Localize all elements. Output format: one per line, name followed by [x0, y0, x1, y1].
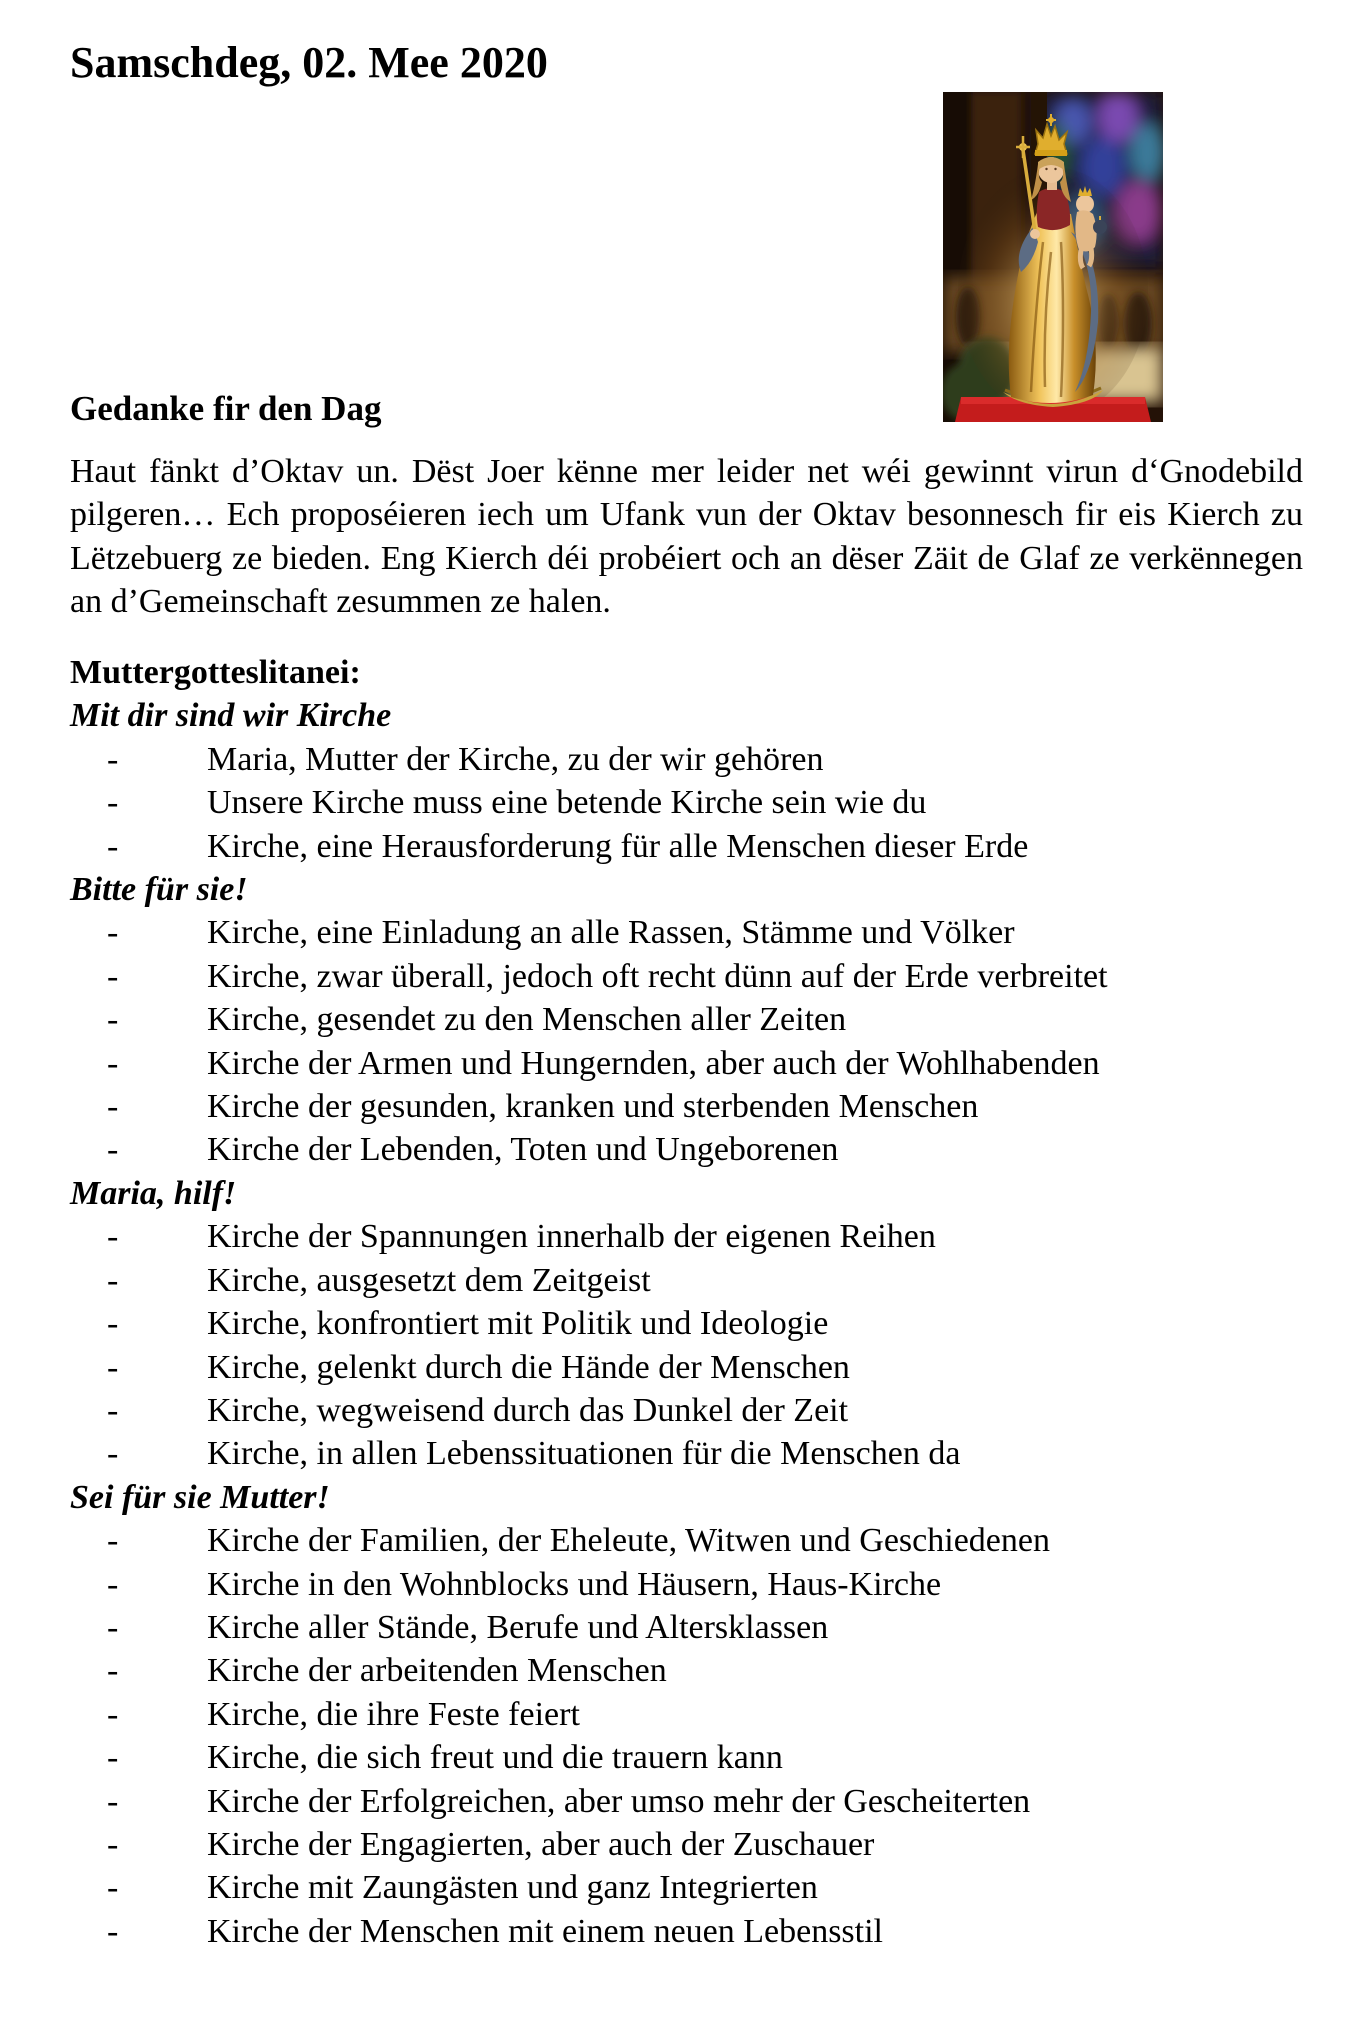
list-dash: -: [107, 1435, 119, 1473]
litany-item: [70, 1606, 1303, 1649]
litany-item-text: Kirche der Lebenden, Toten und Ungeborenen: [207, 1131, 839, 1169]
litany-item-text: Kirche, konfrontiert mit Politik und Ideologie: [207, 1305, 829, 1343]
litany-item: [70, 1910, 1303, 1953]
litany-section-header: Mit dir sind wir Kirche: [70, 697, 392, 735]
litany-item-text: Kirche, gelenkt durch die Hände der Menschen: [207, 1348, 850, 1386]
list-dash: -: [107, 1001, 119, 1039]
litany-item-text: Kirche der Spannungen innerhalb der eigenen Reihen: [207, 1218, 936, 1256]
thought-heading: Gedanke fir den Dag: [70, 389, 382, 428]
litany-item: [70, 781, 1303, 824]
litany-item: [70, 1693, 1303, 1736]
litany-item: [70, 1389, 1303, 1432]
litany-item: [70, 1432, 1303, 1475]
list-dash: -: [107, 1825, 119, 1863]
intro-paragraph: Haut fänkt d’Oktav un. Dëst Joer kënne mer leider net wéi gewinnt virun d‘Gnodebild pilgeren… Ech proposéieren iech um Ufank vun der Oktav besonnesch fir eis Kierch zu Lëtzebuerg ze bieden. Eng Kierch déi probéiert och an dëser Zäit de Glaf ze verkënnegen an d’Gemeinschaft zesummen ze halen.: [70, 453, 1303, 621]
litany-item-text: Kirche mit Zaungästen und ganz Integrierten: [207, 1869, 818, 1907]
list-dash: -: [107, 827, 119, 865]
madonna-statue-photo: [943, 92, 1163, 422]
list-dash: -: [107, 1608, 119, 1646]
litany-item-text: Kirche, ausgesetzt dem Zeitgeist: [207, 1261, 651, 1299]
list-dash: -: [107, 784, 119, 822]
list-dash: -: [107, 1522, 119, 1560]
litany-item-text: Kirche, eine Herausforderung für alle Menschen dieser Erde: [207, 827, 1029, 865]
list-dash: -: [107, 1869, 119, 1907]
list-dash: -: [107, 1739, 119, 1777]
litany-item: [70, 738, 1303, 781]
page-title: Samschdeg, 02. Mee 2020: [70, 38, 548, 87]
list-dash: -: [107, 1044, 119, 1082]
litany-item: [70, 1085, 1303, 1128]
litany-item: [70, 1302, 1303, 1345]
list-dash: -: [107, 1088, 119, 1126]
list-dash: -: [107, 1348, 119, 1386]
litany-item-text: Kirche aller Stände, Berufe und Altersklassen: [207, 1608, 829, 1646]
litany-item: [70, 1823, 1303, 1866]
litany-item-text: Kirche der Engagierten, aber auch der Zuschauer: [207, 1825, 875, 1863]
litany-item-text: Kirche der gesunden, kranken und sterbenden Menschen: [207, 1088, 979, 1126]
litany-item: [70, 955, 1303, 998]
litany-item-text: Kirche, eine Einladung an alle Rassen, Stämme und Völker: [207, 914, 1015, 952]
litany-item-text: Kirche der Erfolgreichen, aber umso mehr der Gescheiterten: [207, 1782, 1031, 1820]
litany-item-text: Kirche der Familien, der Eheleute, Witwen und Geschiedenen: [207, 1522, 1050, 1560]
litany-item: [70, 911, 1303, 954]
litany-item-text: Kirche in den Wohnblocks und Häusern, Haus-Kirche: [207, 1565, 942, 1603]
litany-item: [70, 1128, 1303, 1171]
litany-item: [70, 825, 1303, 868]
list-dash: -: [107, 1782, 119, 1820]
list-dash: -: [107, 914, 119, 952]
litany-item: [70, 998, 1303, 1041]
list-dash: -: [107, 1565, 119, 1603]
litany-item: [70, 1736, 1303, 1779]
litany-item-text: Kirche, wegweisend durch das Dunkel der Zeit: [207, 1391, 849, 1429]
litany-item-text: Kirche, die sich freut und die trauern kann: [207, 1739, 783, 1777]
list-dash: -: [107, 957, 119, 995]
litany-item: [70, 1215, 1303, 1258]
litany-item-text: Kirche, in allen Lebenssituationen für die Menschen da: [207, 1435, 961, 1473]
litany-item: [70, 1563, 1303, 1606]
litany-item-text: Kirche, gesendet zu den Menschen aller Zeiten: [207, 1001, 847, 1039]
litany-section-header: Sei für sie Mutter!: [70, 1478, 330, 1516]
list-dash: -: [107, 1305, 119, 1343]
litany-item: [70, 1780, 1303, 1823]
list-dash: -: [107, 740, 119, 778]
litany-item: [70, 1649, 1303, 1692]
litany-item: [70, 1866, 1303, 1909]
list-dash: -: [107, 1695, 119, 1733]
litany-item-text: Unsere Kirche muss eine betende Kirche sein wie du: [207, 784, 927, 822]
litany-block: [70, 651, 1303, 1953]
litany-item: [70, 1042, 1303, 1085]
madonna-statue-illustration: [943, 92, 1163, 422]
list-dash: -: [107, 1218, 119, 1256]
litany-section-header: Maria, hilf!: [70, 1174, 237, 1212]
list-dash: -: [107, 1652, 119, 1690]
litany-item-text: Maria, Mutter der Kirche, zu der wir gehören: [207, 740, 824, 778]
litany-item-text: Kirche, zwar überall, jedoch oft recht dünn auf der Erde verbreitet: [207, 957, 1108, 995]
litany-item-text: Kirche der Armen und Hungernden, aber auch der Wohlhabenden: [207, 1044, 1100, 1082]
list-dash: -: [107, 1261, 119, 1299]
list-dash: -: [107, 1912, 119, 1950]
litany-item-text: Kirche, die ihre Feste feiert: [207, 1695, 580, 1733]
litany-item: [70, 1346, 1303, 1389]
litany-item-text: Kirche der Menschen mit einem neuen Lebensstil: [207, 1912, 883, 1950]
litany-heading: Muttergotteslitanei:: [70, 654, 361, 691]
list-dash: -: [107, 1391, 119, 1429]
list-dash: -: [107, 1131, 119, 1169]
litany-item: [70, 1519, 1303, 1562]
litany-list: [70, 694, 1303, 1953]
litany-item: [70, 1259, 1303, 1302]
litany-section-header: Bitte für sie!: [70, 871, 248, 909]
litany-item-text: Kirche der arbeitenden Menschen: [207, 1652, 667, 1690]
